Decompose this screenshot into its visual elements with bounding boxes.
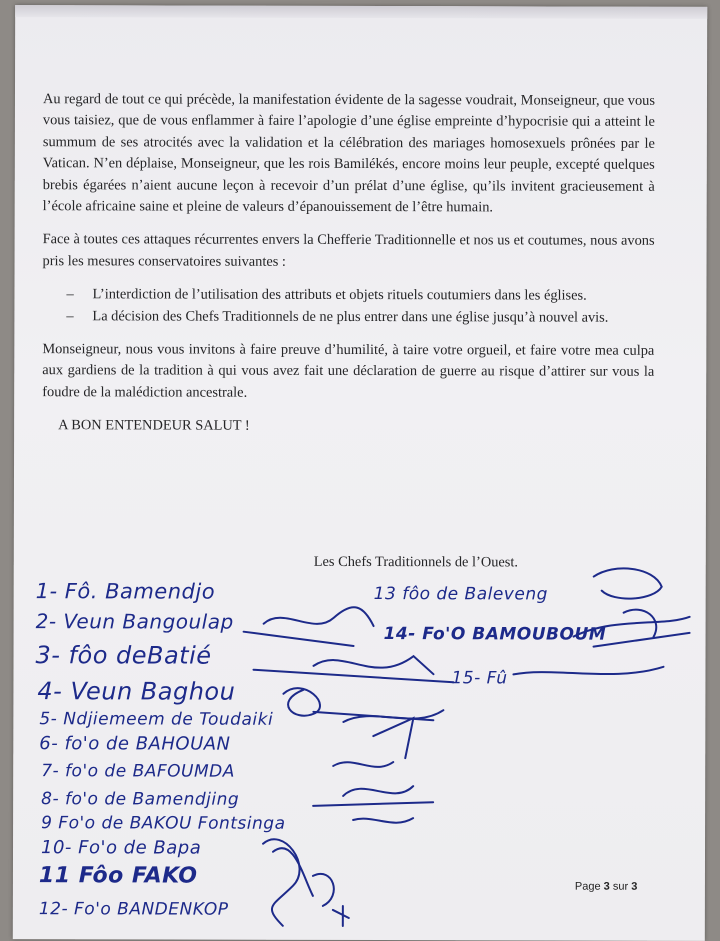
signatories-title: Les Chefs Traditionnels de l’Ouest. [313, 553, 519, 571]
signature-line: 9 Fo'o de BAKOU Fontsinga [41, 813, 286, 834]
scribble [594, 568, 662, 598]
closing-paragraph: Monseigneur, nous vous invitons à faire preuve d’humilité, à taire votre orgueil, et faire votre mea culpa aux gardiens de la tradition à qui vous avez fait une déclaration de guerre au risque d’attirer sur vous la foudre de la malédiction ancestrale. [42, 341, 655, 401]
signature-line: 5- Ndjiemeem de Toudaiki [39, 709, 274, 730]
scribble [343, 786, 413, 796]
signature-line: 8- fo'o de Bamendjing [41, 789, 240, 810]
signature-line: 13 fôo de Baleveng [373, 584, 548, 605]
scribble [594, 633, 690, 647]
scribble [244, 632, 354, 646]
signature-line: 10- Fo'o de Bapa [40, 837, 202, 859]
document-page [13, 5, 707, 941]
scribble [574, 617, 690, 637]
scribble [273, 848, 313, 896]
signature-line: 11 Fôo FAKO [38, 863, 198, 889]
scribble [264, 607, 374, 626]
scribble [373, 718, 413, 758]
signature-line: 6- fo'o de BAHOUAN [39, 733, 231, 755]
signature-line: 7- fo'o de BAFOUMDA [41, 761, 235, 782]
signature-line: 15- Fû [451, 668, 508, 689]
scribble [313, 656, 433, 674]
signature-line: 14- Fo'O BAMOUBOUM [383, 624, 607, 645]
scribble [313, 802, 433, 806]
measure-item: – L’interdiction de l’utilisation des attributs et objets rituels coutumiers dans les églises. [66, 284, 654, 307]
measure-item: – La décision des Chefs Traditionnels de ne plus entrer dans une église jusqu’à nouvel avis. [66, 306, 654, 329]
scribble [513, 666, 663, 674]
scribble [333, 762, 393, 767]
signature-line: 4- Veun Baghou [37, 677, 236, 706]
scribble [313, 874, 334, 906]
scribble [253, 670, 453, 683]
scribble [263, 839, 300, 926]
scribble [353, 818, 413, 823]
signature-scribbles [13, 5, 707, 941]
paragraph-2: Face à toutes ces attaques récurrentes envers la Chefferie Traditionnelle et nos us et coutumes, nous avons pris les mesures conservatoires suivantes : [42, 231, 655, 270]
salutation: A BON ENTENDEUR SALUT ! [58, 417, 250, 434]
scribble [333, 906, 349, 926]
page-number: Page 3 sur 3 [574, 880, 638, 893]
signature-line: 2- Veun Bangoulap [35, 609, 234, 634]
signature-line: 3- fôo deBatié [35, 641, 212, 670]
signature-line: 1- Fô. Bamendjo [35, 579, 216, 604]
signature-line: 12- Fo'o BANDENKOP [38, 899, 229, 920]
paragraph-1: Au regard de tout ce qui précède, la manifestation évidente de la sagesse voudrait, Monseigneur, que vous vous taisiez, que de vous enflammer à faire l’apologie d’une église empreinte d’hypocrisie qui a atteint le summum de ses atrocités avec la validation et la célébration des mariages homosexuels prônées par le Vatican. N’en déplaise, Monseigneur, que les rois Bamilékés, encore moins leur peuple, excepté quelques brebis égarées n’aient aucune leçon à recevoir d’un prélat d’une église, qu’ils invitent gracieusement à l’école africaine saine et pleine de valeurs d’épanouissement de l’être humain. [42, 91, 655, 216]
